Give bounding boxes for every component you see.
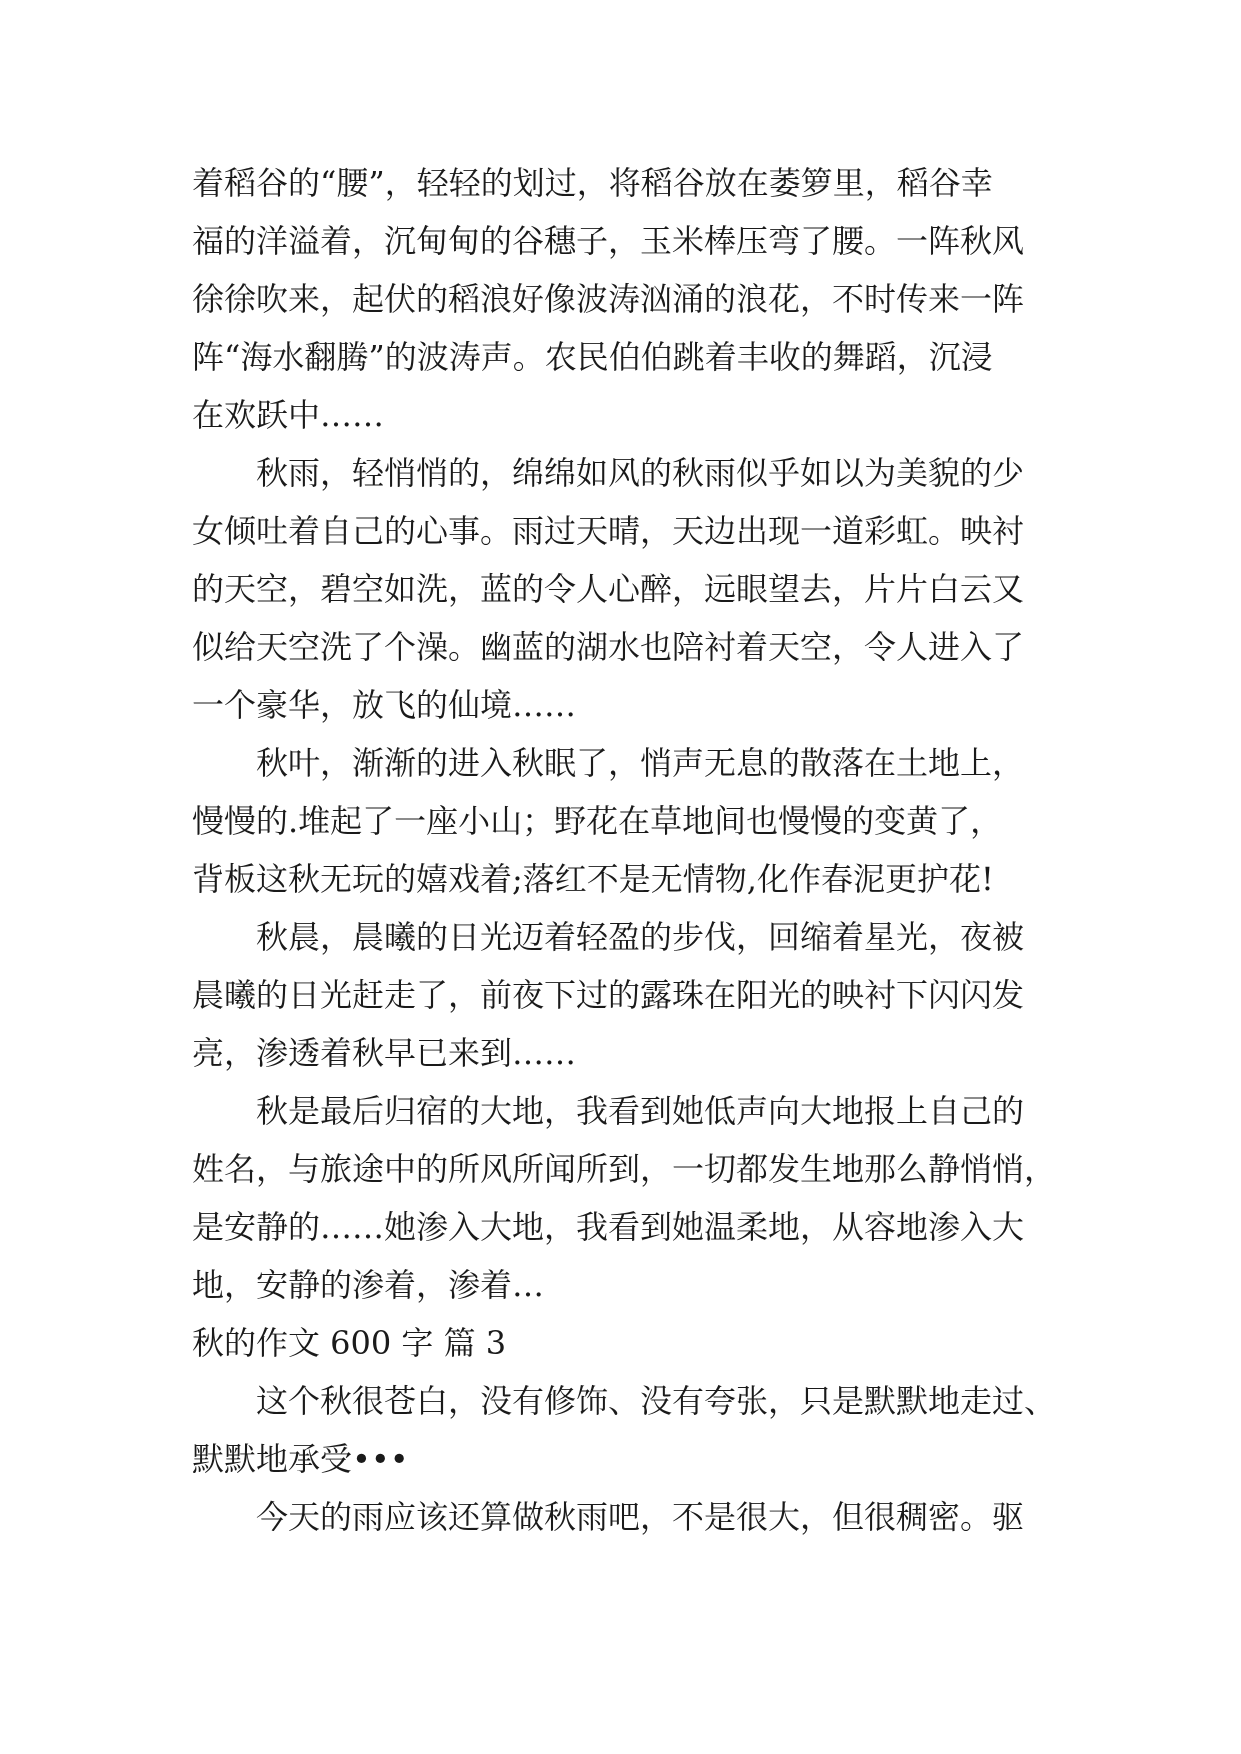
- text-line: 背板这秋无玩的嬉戏着;落红不是无情物,化作春泥更护花!: [192, 860, 994, 898]
- text-line: 福的洋溢着，沉甸甸的谷穗子，玉米棒压弯了腰。一阵秋风: [192, 222, 1025, 260]
- text-line: 徐徐吹来，起伏的稻浪好像波涛汹涌的浪花，不时传来一阵: [192, 280, 1025, 318]
- paragraph-start-line: 秋叶，渐渐的进入秋眠了，悄声无息的散落在土地上，: [256, 744, 1025, 782]
- text-line: 姓名，与旅途中的所风所闻所到，一切都发生地那么静悄悄，: [192, 1150, 1057, 1188]
- paragraph-start-line: 秋雨，轻悄悄的，绵绵如风的秋雨似乎如以为美貌的少: [256, 454, 1025, 492]
- text-line: 默默地承受•••: [192, 1440, 409, 1478]
- text-line: 阵“海水翻腾”的波涛声。农民伯伯跳着丰收的舞蹈，沉浸: [192, 338, 993, 376]
- text-line: 似给天空洗了个澡。幽蓝的湖水也陪衬着天空，令人进入了: [192, 628, 1025, 666]
- text-line: 是安静的……她渗入大地，我看到她温柔地，从容地渗入大: [192, 1208, 1025, 1246]
- text-line: 一个豪华，放飞的仙境……: [192, 686, 577, 724]
- text-line: 在欢跃中……: [192, 396, 385, 434]
- text-line: 着稻谷的“腰”，轻轻的划过，将稻谷放在萎箩里，稻谷幸: [192, 164, 993, 202]
- paragraph-start-line: 今天的雨应该还算做秋雨吧，不是很大，但很稠密。驱: [256, 1498, 1025, 1536]
- text-line: 亮，渗透着秋早已来到……: [192, 1034, 577, 1072]
- text-line: 地，安静的渗着，渗着…: [192, 1266, 545, 1304]
- essay-body: [192, 154, 1072, 1546]
- paragraph-start-line: 秋是最后归宿的大地，我看到她低声向大地报上自己的: [256, 1092, 1025, 1130]
- text-line: 女倾吐着自己的心事。雨过天晴，天边出现一道彩虹。映衬: [192, 512, 1025, 550]
- text-line: 晨曦的日光赶走了，前夜下过的露珠在阳光的映衬下闪闪发: [192, 976, 1025, 1014]
- text-line: 的天空，碧空如洗，蓝的令人心醉，远眼望去，片片白云又: [192, 570, 1025, 608]
- section-heading: 秋的作文 600 字 篇 3: [192, 1324, 507, 1362]
- paragraph-start-line: 秋晨，晨曦的日光迈着轻盈的步伐，回缩着星光，夜被: [256, 918, 1025, 956]
- paragraph-start-line: 这个秋很苍白，没有修饰、没有夸张，只是默默地走过、: [256, 1382, 1057, 1420]
- text-line: 慢慢的.堆起了一座小山；野花在草地间也慢慢的变黄了，: [192, 802, 1003, 840]
